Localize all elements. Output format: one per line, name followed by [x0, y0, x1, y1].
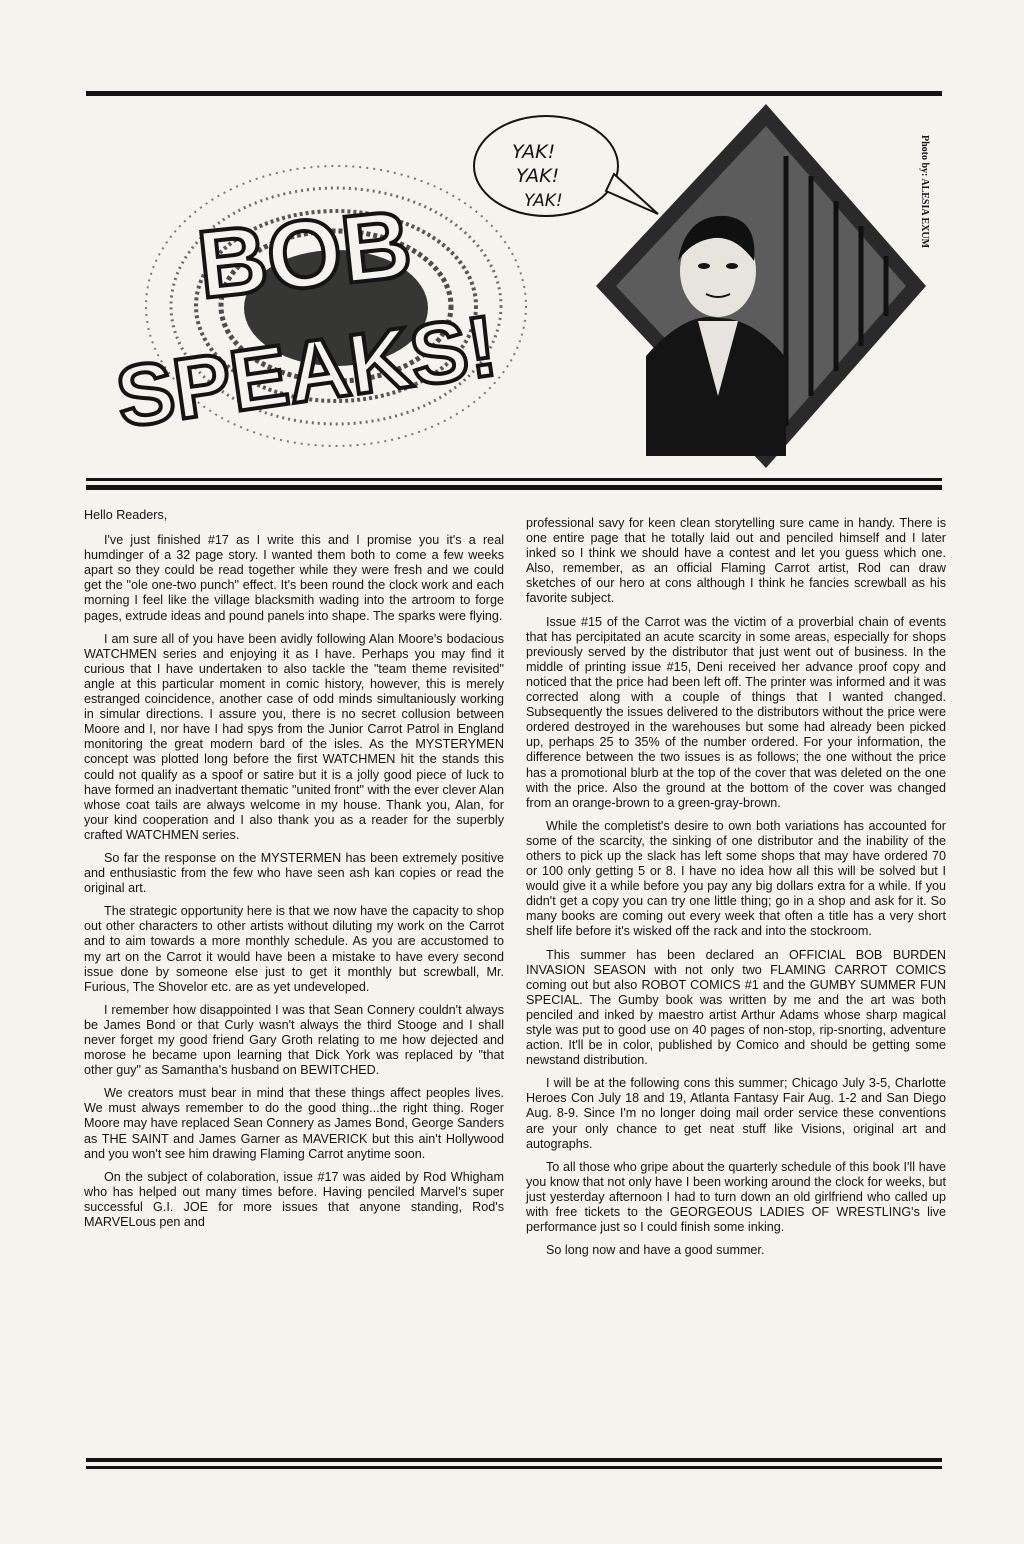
- footer-rule-thin: [86, 1466, 942, 1469]
- paragraph: So far the response on the MYSTERMEN has been extremely positive and enthusiastic from the few who have seen ash kan copies or read the original art.: [84, 850, 504, 896]
- paragraph: I remember how disappointed I was that Sean Connery couldn't always be James Bond or that Curly wasn't always the third Stooge and I shall never forget my good friend Gary Groth relating to me how dejected and morose he became upon learning that Dick York was replaced by "that other guy" as Samantha's husband on BEWITCHED.: [84, 1002, 504, 1078]
- left-column: [84, 508, 504, 1448]
- paragraph: While the completist's desire to own both variations has accounted for some of the scarcity, the sinking of one distributor and the inability of the others to pick up the slack has left some shops that may have ordered 70 or 100 only getting 5 or 8. I have no idea how all this will be solved but I would give it a while before you pay any big dollars extra for a while. If you didn't get a copy you can try one little thing; go in a shop and ask for it. So many books are coming out every week that often a title has a very short shelf life before it's wisked off the rack and into the stockroom.: [526, 818, 946, 939]
- paragraph: To all those who gripe about the quarterly schedule of this book I'll have you know that not only have I been working around the clock for weeks, but just yesterday afternoon I had to turn down an old girlfriend who called up with free tickets to the GEORGEOUS LADIES OF WRESTLING's live performance just so I could finish some inking.: [526, 1159, 946, 1235]
- paragraph: professional savy for keen clean storytelling sure came in handy. There is one entire page that he totally laid out and penciled himself and I later inked so I think we should have a contest and let you guess which one. Also, remember, as an official Flaming Carrot artist, Rod can draw sketches of our hero at cons although I think he fancies screwball as his favorite subject.: [526, 516, 946, 606]
- header-rule-thin: [86, 478, 942, 481]
- header-rule-thick: [86, 485, 942, 490]
- salutation: Hello Readers,: [84, 508, 168, 522]
- header-illustration: [86, 96, 942, 476]
- footer-rule-thick: [86, 1458, 942, 1462]
- paragraph: I am sure all of you have been avidly following Alan Moore's bodacious WATCHMEN series and enjoying it as I have. Perhaps you may find it curious that I have undertaken to also tackle the "team theme revisited" angle at this particular moment in comic history, however, this is merely estranged coincidence, another case of odd minds simultaniously working in simular directions. I assure you, there is no secret collusion between Moore and I, nor have I had spys from the Junior Carrot Patrol in England monitoring the great modern bard of the isles. As the MYSTERYMEN concept was plotted long before the first WATCHMEN hit the stands this could not qualify as a spoof or satire but it is a jolly good piece of luck to have formed an inadvertant thematic "united front" with the ever clever Alan whose coat tails are always welcome in my house. Thank you, Alan, for your kind cooperation and I also thank you as a reader for the superbly crafted WATCHMEN series.: [84, 631, 504, 842]
- title-bob: BOB: [192, 190, 417, 320]
- bubble-text-2: YAK!: [516, 165, 560, 187]
- paragraph: So long now and have a good summer.: [546, 1243, 765, 1258]
- photo-credit: Photo by: ALESIA EXUM: [919, 135, 930, 249]
- bubble-text-3: YAK!: [524, 191, 563, 211]
- paragraph: I've just finished #17 as I write this and I promise you it's a real humdinger of a 32 page story. I wanted them both to come a few weeks apart so they could be read together while they were fresh and we could get the "ole one-two punch" effect. It's been round the clock work and each morning I feel like the village blacksmith wading into the artroom to forge pages, extrude ideas and pound panels into shape. The sparks were flying.: [84, 533, 504, 623]
- title-speaks: SPEAKS!: [110, 297, 503, 447]
- paragraph: Issue #15 of the Carrot was the victim of a proverbial chain of events that has percipitated an acute scarcity in some areas, especially for shops previously served by the distributor that just went out of business. In the middle of printing issue #15, Deni received her advance proof copy and noticed that the price had been left off. The printer was informed and it was corrected along with a couple of things that I wanted changed. Subsequently the issues delivered to the distributors without the price were ordered destroyed in the warehouses but some had already been picked up, perhaps 25 to 35% of the number ordered. For your information, the difference between the two issues is as follows; the one without the price has a promotional blurb at the top of the cover that was deleted on the one with the price. Also the ground at the bottom of the cover was changed from an orange-brown to a green-gray-brown.: [526, 614, 946, 810]
- speech-bubble: [474, 116, 658, 216]
- paragraph: The strategic opportunity here is that we now have the capacity to shop out other characters to other artists without diluting my work on the Carrot and to aim towards a more monthly schedule. As you are accustomed to my art on the Carrot it would have been a mistake to have every second issue done by someone else just to get it monthly but screwball, Mr. Furious, The Shovelor etc. are as yet undeveloped.: [84, 904, 504, 994]
- author-photo: [596, 104, 926, 468]
- right-column: [526, 508, 946, 1448]
- paragraph: This summer has been declared an OFFICIAL BOB BURDEN INVASION SEASON with not only two FLAMING CARROT COMICS coming out but also ROBOT COMICS #1 and the GUMBY SUMMER FUN SPECIAL. The Gumby book was written by me and the art was both penciled and inked by maestro artist Arthur Adams whose sharp magical style was put to good use on 40 pages of non-stop, rip-snorting, adventure action. It'll be in color, published by Comico and should be getting some newstand distribution.: [526, 947, 946, 1068]
- article-body: [84, 508, 946, 1448]
- paragraph: We creators must bear in mind that these things affect peoples lives. We must always remember to do the good thing...the right thing. Roger Moore may have replaced Sean Connery as James Bond, George Sanders as THE SAINT and James Garner as MAVERICK but this ain't Hollywood and you won't see him drawing Flaming Carrot anytime soon.: [84, 1086, 504, 1161]
- paragraph: On the subject of colaboration, issue #17 was aided by Rod Whigham who has helped out many times before. Having penciled Marvel's super successful G.I. JOE for more issues that anyone standing, Rod's MARVELous pen and: [84, 1169, 504, 1230]
- paragraph: I will be at the following cons this summer; Chicago July 3-5, Charlotte Heroes Con July 18 and 19, Atlanta Fantasy Fair Aug. 1-2 and San Diego Aug. 8-9. Since I'm no longer doing mail order service these conventions are your only chance to get neat stuff like Visions, original art and autographs.: [526, 1076, 946, 1151]
- bubble-text-1: YAK!: [512, 141, 556, 163]
